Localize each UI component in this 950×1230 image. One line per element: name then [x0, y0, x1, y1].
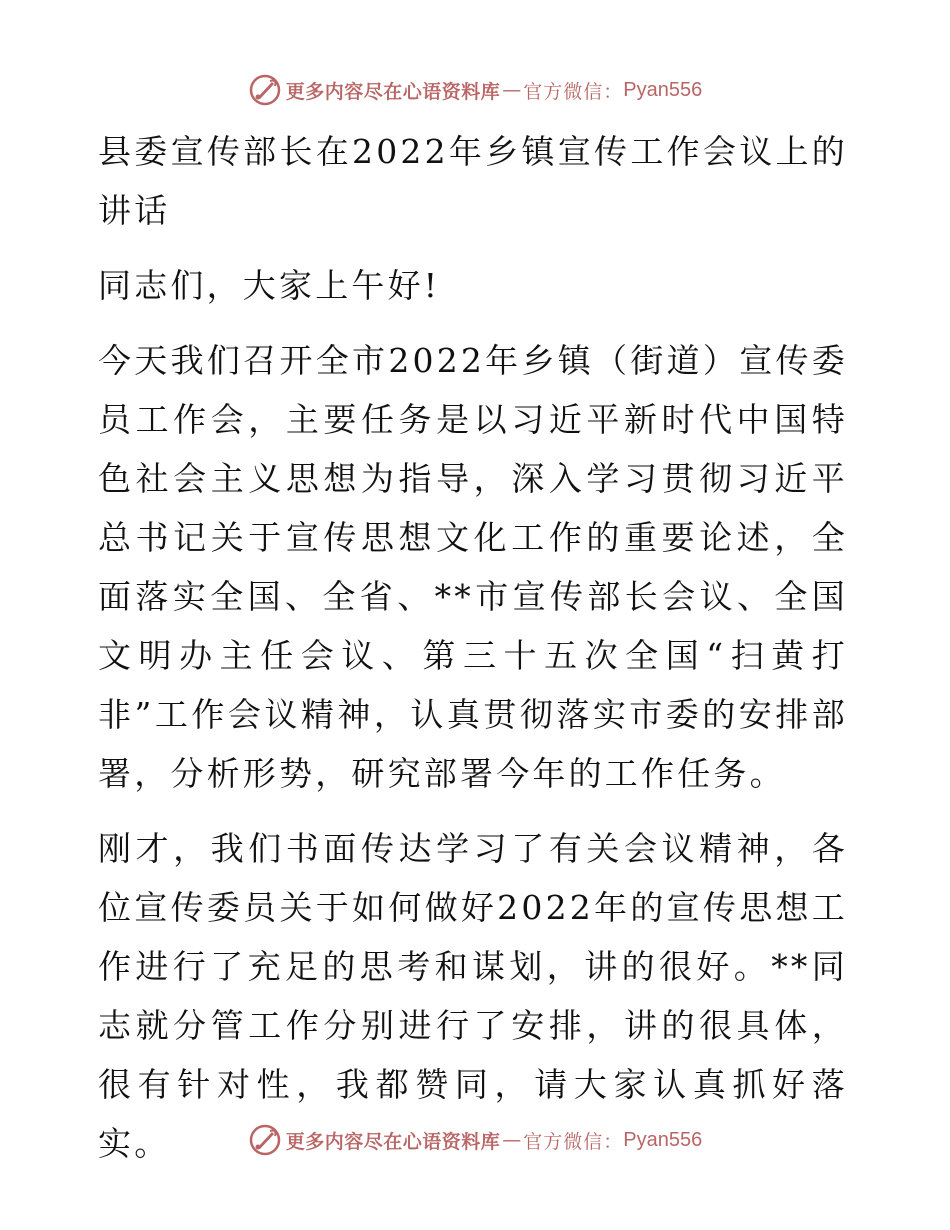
- watermark-wechat-id: Pyan556: [623, 78, 703, 101]
- quill-logo-icon: [248, 73, 282, 107]
- paragraph-2: 刚才，我们书面传达学习了有关会议精神，各位宣传委员关于如何做好2022年的宣传思想工作进行了充足的思考和谋划，讲的很好。**同志就分管工作分别进行了安排，讲的很具体，很有针对性，我都赞同，请大家认真抓好落实。: [98, 829, 848, 1163]
- watermark-brand: 更多内容尽在心语资料库: [285, 1130, 501, 1153]
- watermark-official-label: 官方微信：: [523, 80, 624, 103]
- watermark-wechat-id: Pyan556: [623, 1128, 703, 1151]
- paragraph-1: 今天我们召开全市2022年乡镇（街道）宣传委员工作会，主要任务是以习近平新时代中国特色社会主义思想为指导，深入学习贯彻习近平总书记关于宣传思想文化工作的重要论述，全面落实全国、全省、**市宣传部长会议、全国文明办主任会议、第三十五次全国“扫黄打非”工作会议精神，认真贯彻落实市委的安排部署，分析形势，研究部署今年的工作任务。: [98, 341, 848, 793]
- watermark-official-label: 官方微信：: [523, 1130, 624, 1153]
- footer-watermark: [0, 1120, 950, 1160]
- watermark-separator: —: [502, 79, 522, 101]
- header-watermark: [0, 70, 950, 110]
- document-body: [98, 122, 848, 1173]
- quill-logo-icon: [248, 1123, 282, 1157]
- greeting: 同志们，大家上午好!: [98, 266, 441, 305]
- watermark-brand: 更多内容尽在心语资料库: [285, 80, 501, 103]
- watermark-separator: —: [502, 1129, 522, 1151]
- document-title: 县委宣传部长在2022年乡镇宣传工作会议上的讲话: [98, 132, 848, 230]
